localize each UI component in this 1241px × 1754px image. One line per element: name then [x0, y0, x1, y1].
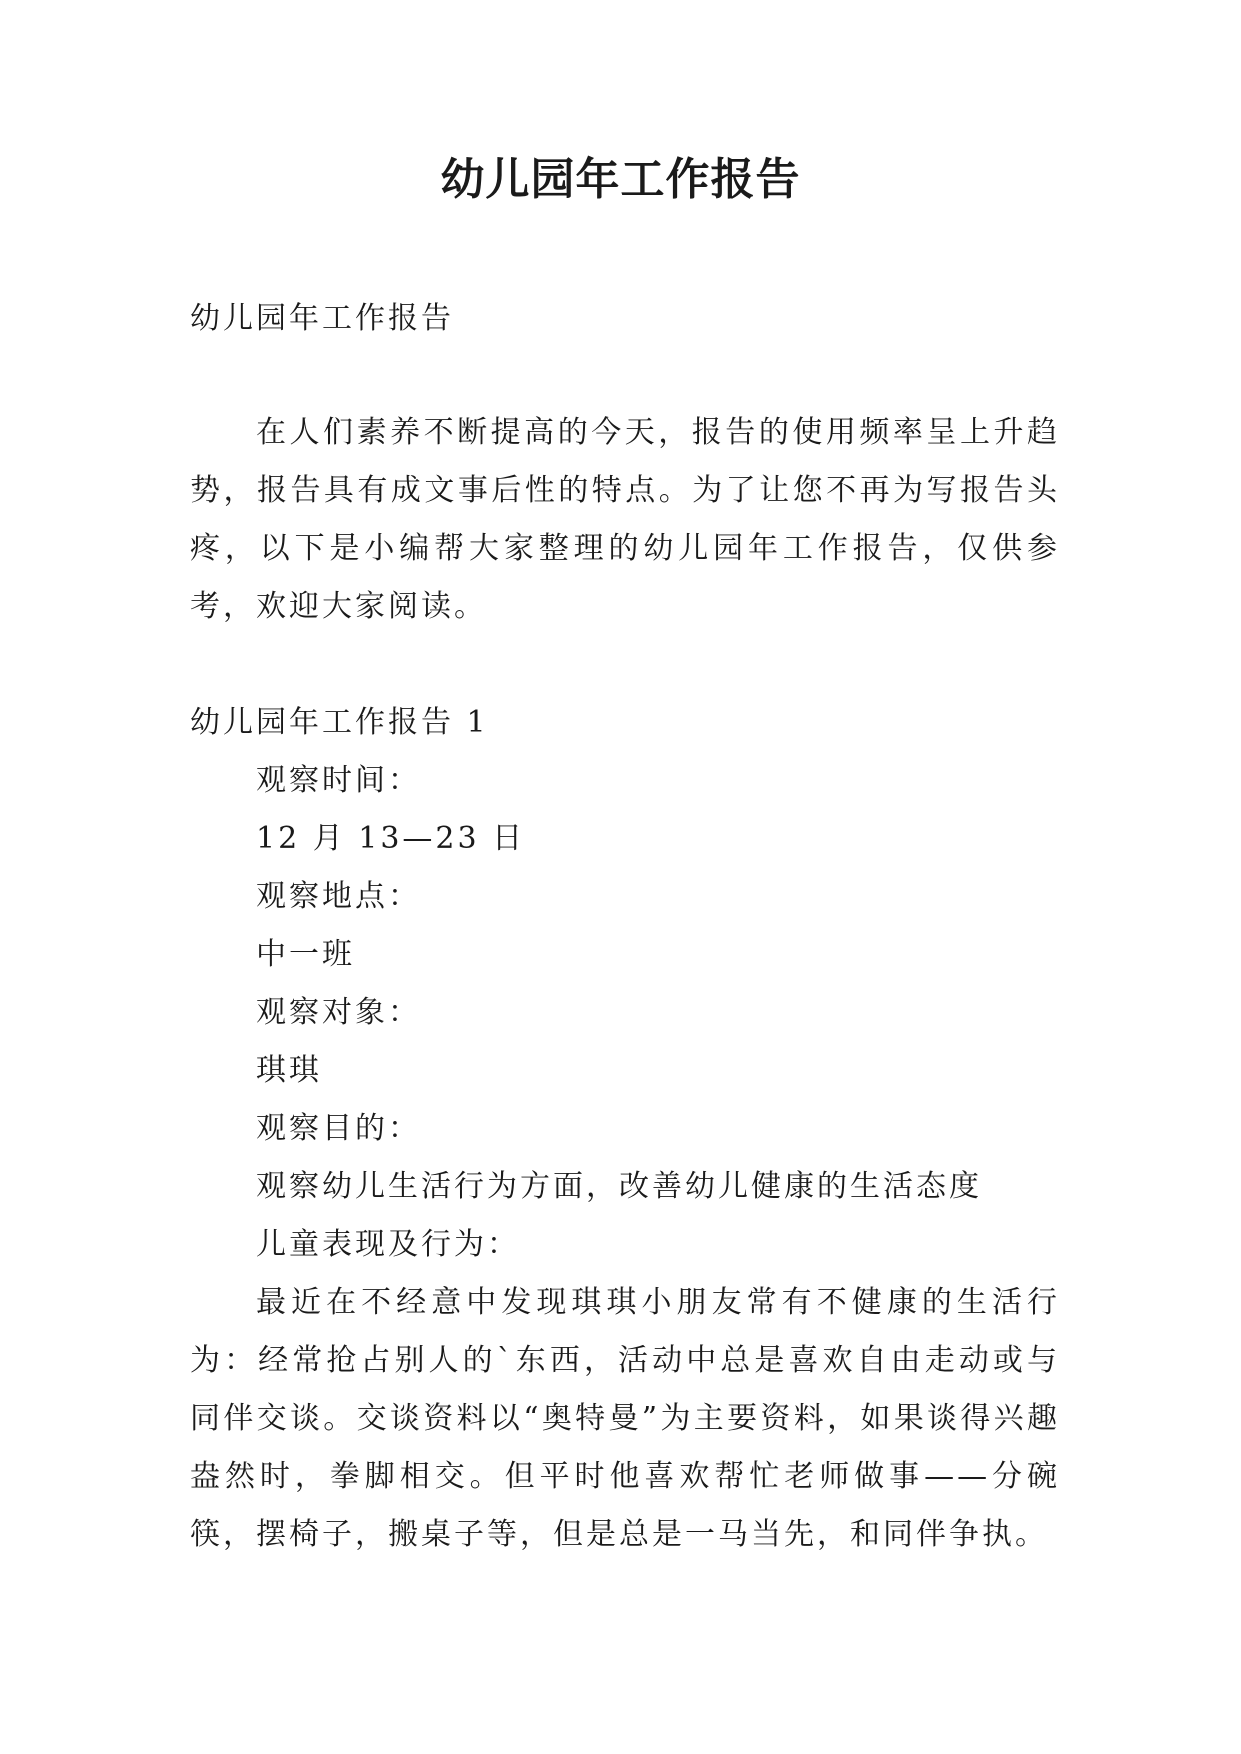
observation-time-value: 12 月 13—23 日	[256, 821, 526, 856]
observation-subject-value: 琪琪	[256, 1053, 322, 1088]
document-title: 幼儿园年工作报告	[440, 154, 801, 205]
observation-subject-label: 观察对象：	[256, 995, 421, 1030]
behavior-label: 儿童表现及行为：	[256, 1227, 520, 1262]
observation-place-value: 中一班	[256, 937, 355, 972]
intro-paragraph: 在人们素养不断提高的今天，报告的使用频率呈上升趋势，报告具有成文事后性的特点。为了让您不再为写报告头疼，以下是小编帮大家整理的幼儿园年工作报告，仅供参考，欢迎大家阅读。	[190, 415, 1060, 624]
observation-time-label: 观察时间：	[256, 763, 421, 798]
observation-purpose-value: 观察幼儿生活行为方面，改善幼儿健康的生活态度	[256, 1169, 982, 1204]
section-title: 幼儿园年工作报告 1	[190, 705, 489, 740]
behavior-paragraph: 最近在不经意中发现琪琪小朋友常有不健康的生活行为：经常抢占别人的`东西，活动中总是喜欢自由走动或与同伴交谈。交谈资料以“奥特曼”为主要资料，如果谈得兴趣盎然时，拳脚相交。但平时他喜欢帮忙老师做事——分碗筷，摆椅子，搬桌子等，但是总是一马当先，和同伴争执。	[190, 1285, 1060, 1552]
observation-purpose-label: 观察目的：	[256, 1111, 421, 1146]
observation-list	[256, 752, 1060, 1274]
observation-place-label: 观察地点：	[256, 879, 421, 914]
document-subtitle: 幼儿园年工作报告	[190, 301, 454, 336]
